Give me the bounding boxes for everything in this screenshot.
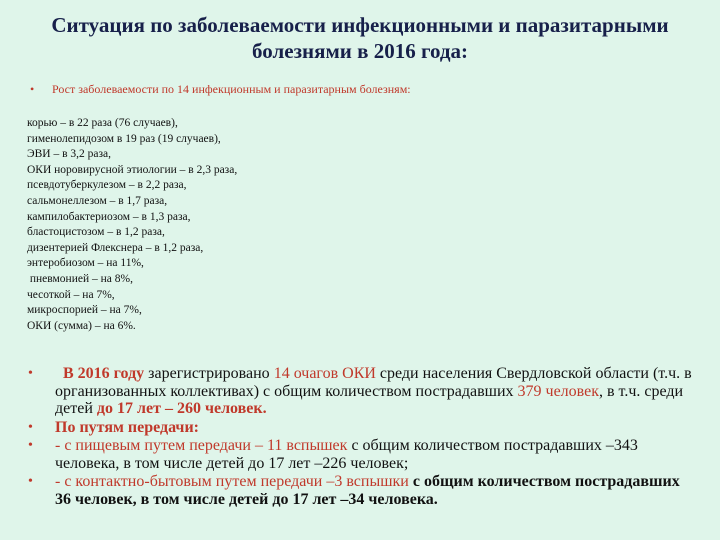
list-item: гименолепидозом в 19 раз (19 случаев),: [27, 132, 221, 145]
outbreaks-summary: • В 2016 году зарегистрировано 14 очагов ОКИ среди населения Свердловской области (т.ч. в организованных коллективах) с общим количеством пострадавших 379 человек, в т.ч. среди детей до 17 лет – 260 человек.: [28, 365, 692, 417]
list-item: микроспорией – на 7%,: [27, 304, 142, 317]
list-item: кампилобактериозом – в 1,3 раза,: [27, 210, 191, 223]
outbreaks-section: [28, 365, 696, 509]
bullet-icon: •: [28, 438, 33, 453]
list-item: псевдотуберкулезом – в 2,2 раза,: [27, 179, 187, 192]
list-item: энтеробиозом – на 11%,: [27, 257, 144, 270]
bullet-icon: •: [28, 419, 33, 435]
list-item: сальмонеллезом – в 1,7 раза,: [27, 194, 168, 207]
list-item: чесоткой – на 7%,: [27, 288, 115, 301]
list-item: корью – в 22 раза (76 случаев),: [27, 117, 178, 129]
growth-heading: Рост заболеваемости по 14 инфекционным и паразитарным болезням:: [52, 82, 411, 96]
title-line-2: болезнями в 2016 года:: [252, 39, 468, 63]
list-item: ОКИ (сумма) – на 6%.: [27, 319, 136, 332]
bullet-icon: •: [28, 474, 33, 489]
bullet-icon: •: [28, 366, 33, 381]
list-item: ЭВИ – в 3,2 раза,: [27, 148, 111, 161]
list-item: бластоцистозом – в 1,2 раза,: [27, 226, 165, 239]
contact-item: • - с контактно-бытовым путем передачи –3 вспышки с общим количеством пострадавших 36 человек, в том числе детей до 17 лет –34 человека.: [28, 473, 680, 508]
foodborne-item: • - с пищевым путем передачи – 11 вспышек с общим количеством пострадавших –343 человека, в том числе детей до 17 лет –226 человек;: [28, 437, 638, 472]
slide-title: [0, 12, 720, 64]
list-item: пневмонией – на 8%,: [27, 272, 133, 285]
bullet-icon: •: [30, 82, 35, 96]
growth-list: [27, 116, 427, 334]
title-line-1: Ситуация по заболеваемости инфекционными и паразитарными: [51, 13, 669, 37]
list-item: ОКИ норовирусной этиологии – в 2,3 раза,: [27, 163, 238, 176]
list-item: дизентерией Флекснера – в 1,2 раза,: [27, 241, 204, 254]
transmission-heading: • По путям передачи:: [28, 418, 199, 436]
